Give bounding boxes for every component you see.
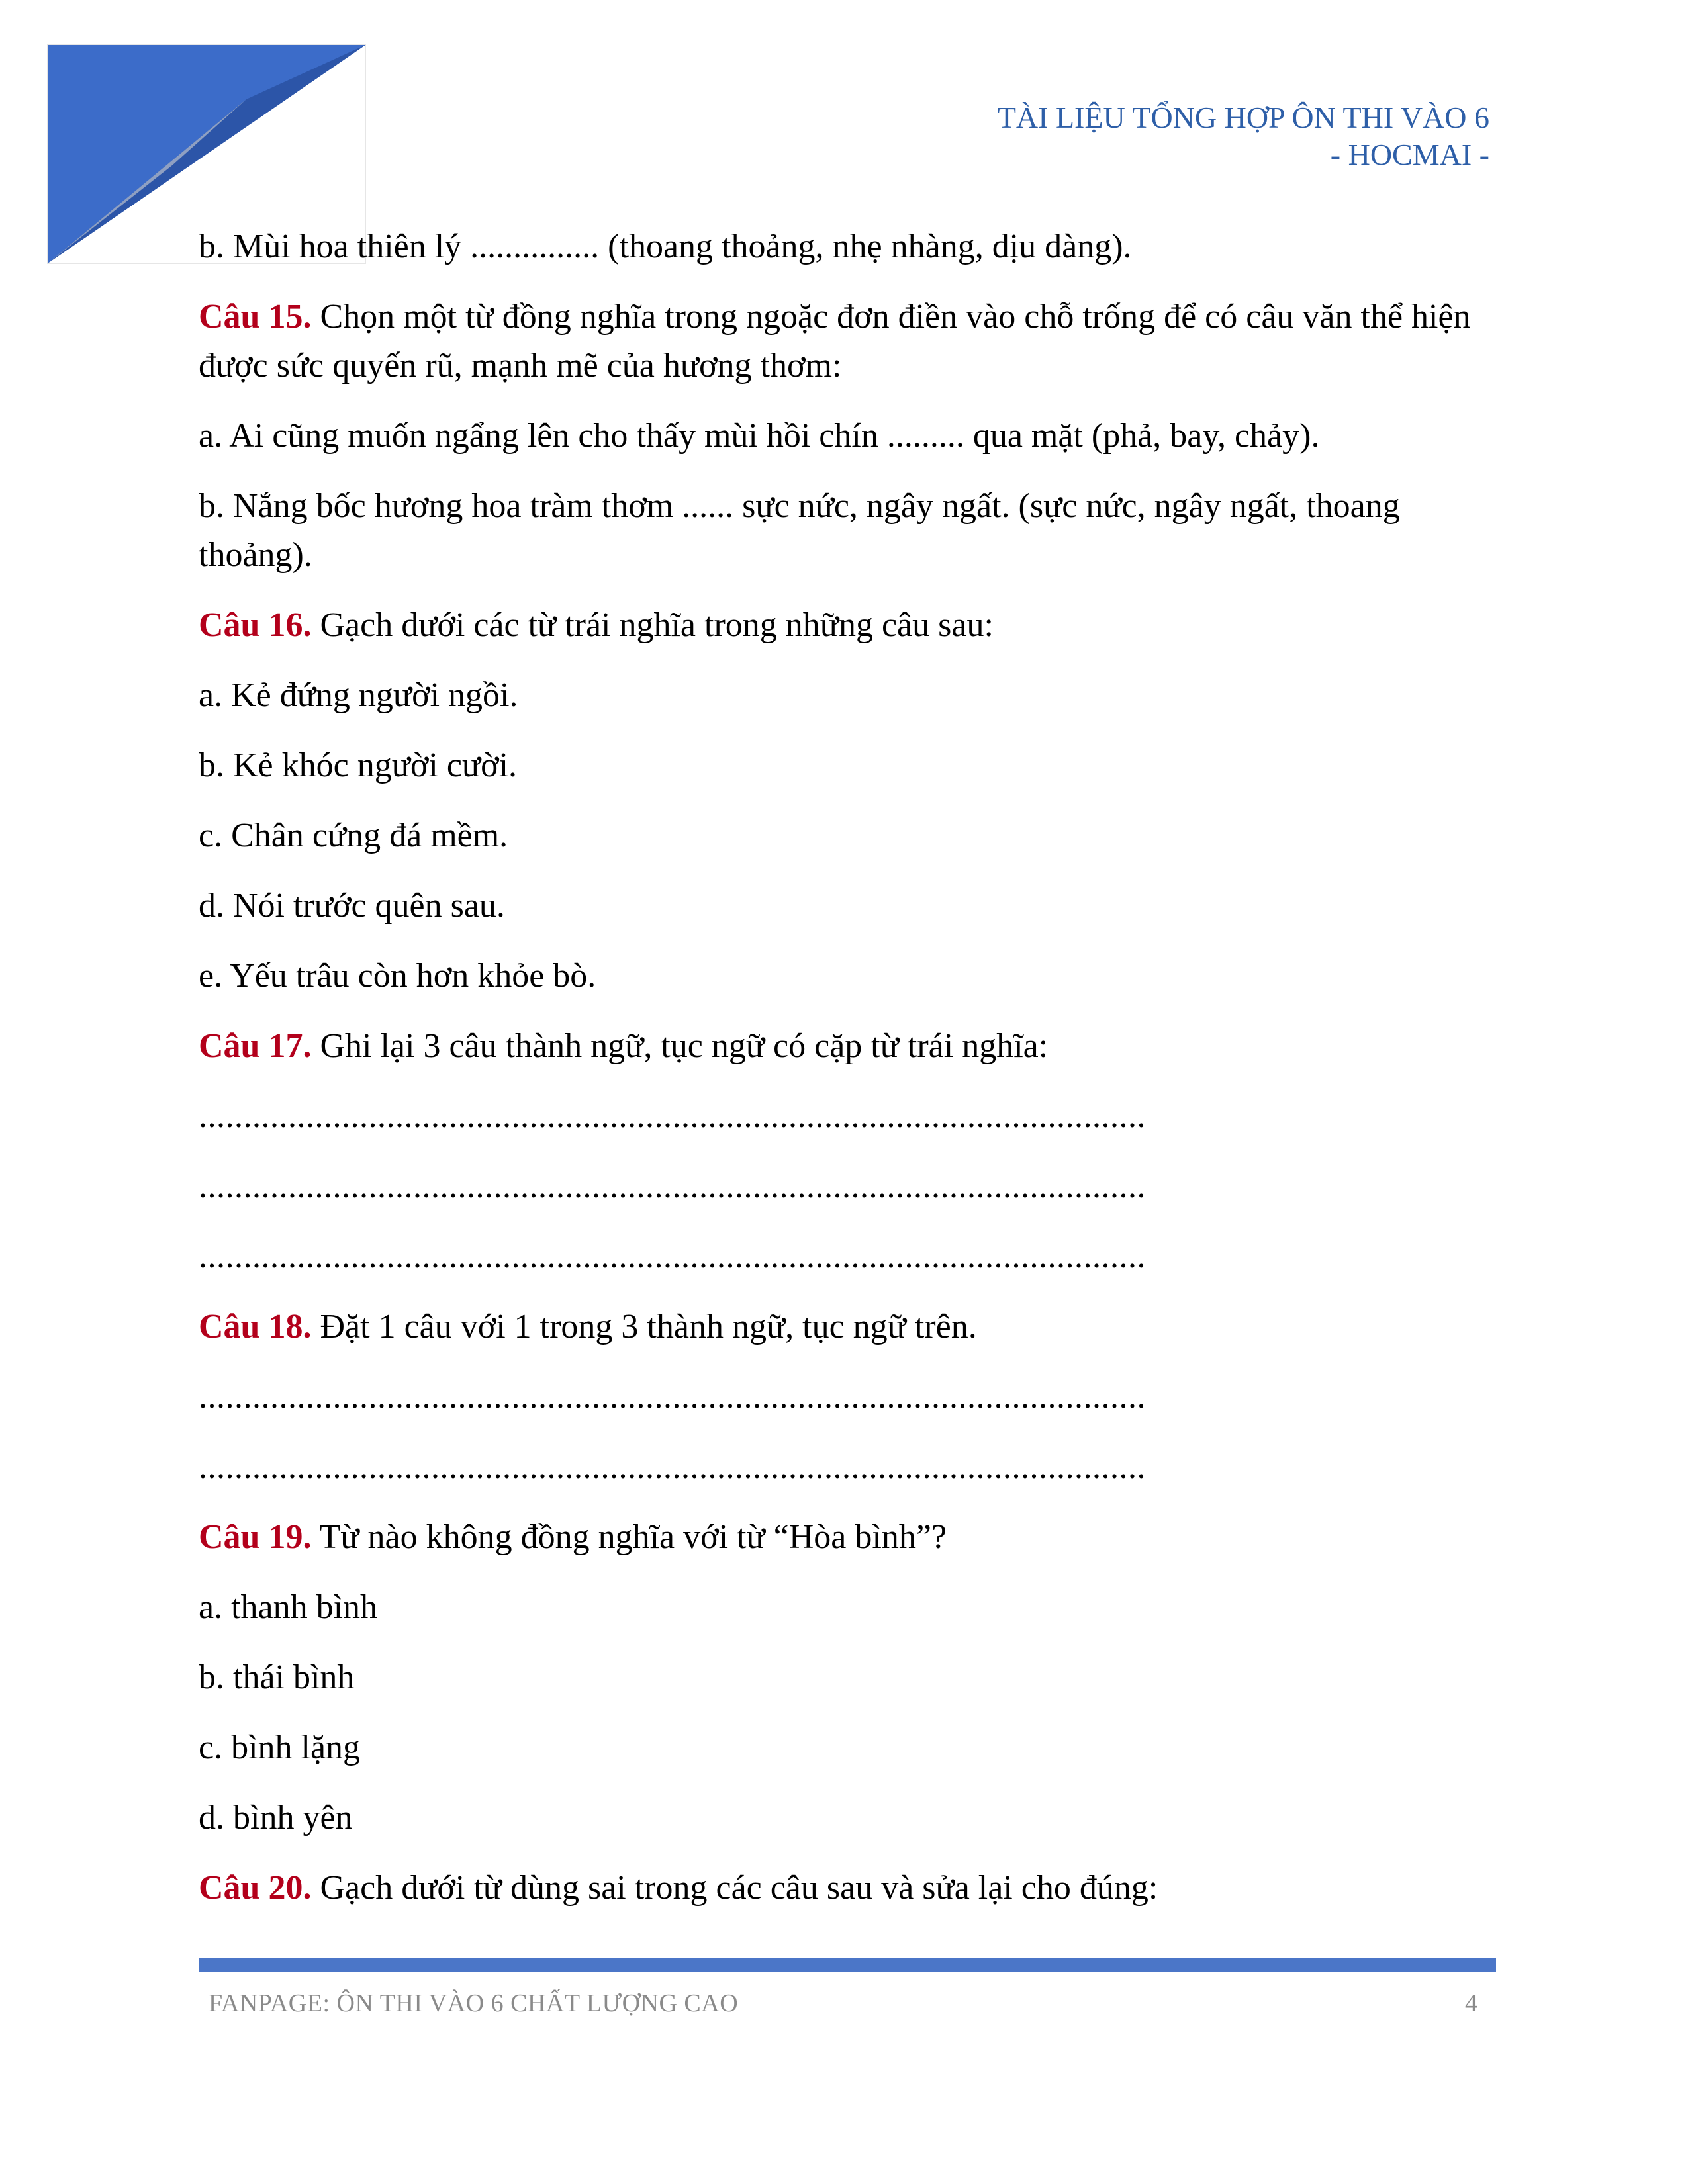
document-header (998, 99, 1489, 173)
answer-line[interactable]: .......................................................................................................... (199, 1097, 1146, 1135)
header-subtitle: - HOCMAI - (1330, 138, 1489, 171)
question-19 (199, 1513, 1496, 1562)
question-18 (199, 1302, 1496, 1351)
question-16-item-c: c. Chân cứng đá mềm. (199, 817, 508, 854)
question-18-text: Đặt 1 câu với 1 trong 3 thành ngữ, tục ngữ trên. (311, 1308, 977, 1345)
worksheet-content (199, 222, 1496, 1934)
question-17-text: Ghi lại 3 câu thành ngữ, tục ngữ có cặp từ trái nghĩa: (311, 1027, 1049, 1065)
question-17 (199, 1022, 1496, 1071)
question-16-item-a: a. Kẻ đứng người ngồi. (199, 676, 518, 714)
question-19-option-b: b. thái bình (199, 1659, 355, 1696)
question-16-item-e: e. Yếu trâu còn hơn khỏe bò. (199, 957, 596, 995)
question-19-option-c: c. bình lặng (199, 1729, 361, 1766)
answer-line[interactable]: .......................................................................................................... (199, 1167, 1146, 1205)
question-15-item-a: a. Ai cũng muốn ngẩng lên cho thấy mùi hồi chín ......... qua mặt (phả, bay, chảy). (199, 417, 1320, 455)
question-20-text: Gạch dưới từ dùng sai trong các câu sau và sửa lại cho đúng: (311, 1869, 1158, 1907)
question-18-label: Câu 18. (199, 1308, 312, 1345)
answer-line[interactable]: .......................................................................................................... (199, 1378, 1146, 1416)
question-19-option-d: d. bình yên (199, 1799, 353, 1837)
question-19-option-a: a. thanh bình (199, 1588, 378, 1626)
question-16 (199, 601, 1496, 650)
question-15 (199, 293, 1496, 390)
question-16-item-b: b. Kẻ khóc người cười. (199, 747, 518, 784)
header-title: TÀI LIỆU TỔNG HỢP ÔN THI VÀO 6 (997, 101, 1489, 134)
question-16-text: Gạch dưới các từ trái nghĩa trong những câu sau: (311, 606, 994, 644)
page-number: 4 (1465, 1989, 1477, 2017)
question-15-label: Câu 15. (199, 298, 312, 336)
question-14-item-b: b. Mùi hoa thiên lý ............... (thoang thoảng, nhẹ nhàng, dịu dàng). (199, 228, 1132, 265)
question-20 (199, 1864, 1496, 1913)
question-15-item-b: b. Nắng bốc hương hoa tràm thơm ...... sực nức, ngây ngất. (sực nức, ngây ngất, thoang thoảng). (199, 487, 1409, 574)
answer-line[interactable]: .......................................................................................................... (199, 1448, 1146, 1486)
answer-line[interactable]: .......................................................................................................... (199, 1238, 1146, 1275)
question-16-label: Câu 16. (199, 606, 312, 644)
question-20-label: Câu 20. (199, 1869, 312, 1907)
question-19-label: Câu 19. (199, 1518, 312, 1556)
footer-divider (199, 1958, 1496, 1972)
question-15-text: Chọn một từ đồng nghĩa trong ngoặc đơn điền vào chỗ trống để có câu văn thể hiện được sức quyến rũ, mạnh mẽ của hương thơm: (199, 298, 1479, 385)
question-16-item-d: d. Nói trước quên sau. (199, 887, 505, 925)
question-19-text: Từ nào không đồng nghĩa với từ “Hòa bình”? (311, 1518, 947, 1556)
question-17-label: Câu 17. (199, 1027, 312, 1065)
footer-fanpage: FANPAGE: ÔN THI VÀO 6 CHẤT LƯỢNG CAO (209, 1989, 739, 2017)
